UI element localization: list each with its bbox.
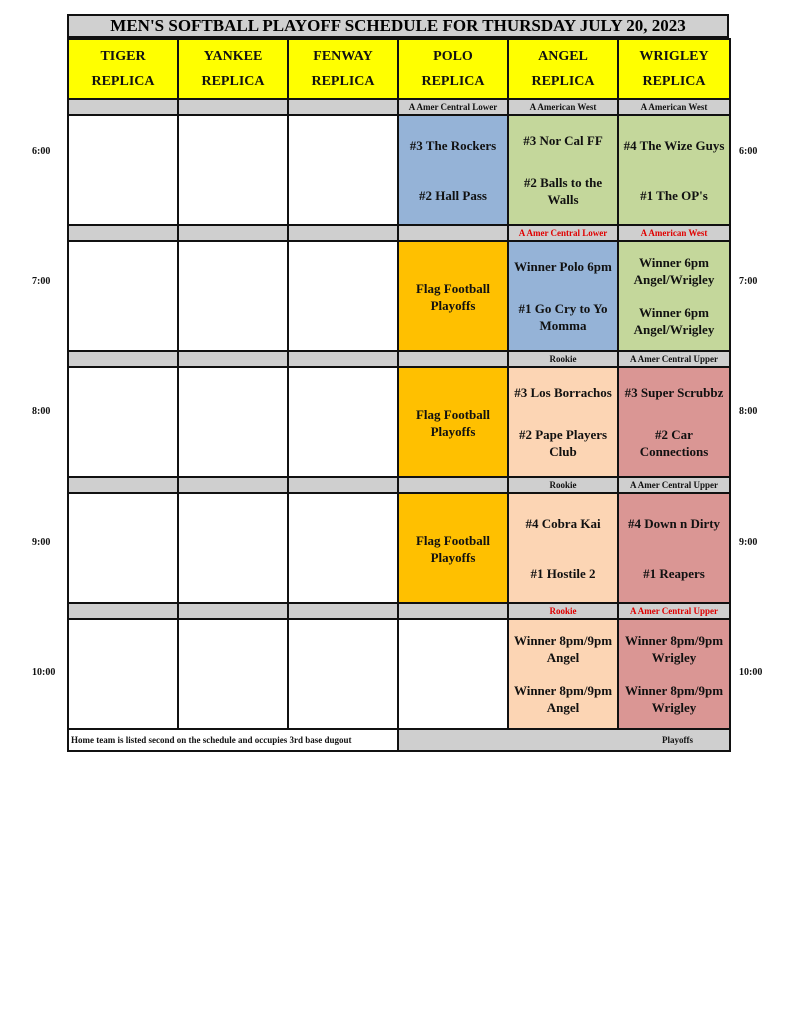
division-label: [178, 351, 288, 367]
team-label: #3 Super Scrubbz: [624, 385, 724, 401]
empty-cell: [68, 241, 178, 351]
division-label: A Amer Central Upper: [618, 351, 730, 367]
time-slot-row: [68, 241, 730, 351]
schedule-sheet: [67, 14, 729, 752]
division-label: [178, 225, 288, 241]
empty-cell: [68, 367, 178, 477]
field-header-polo: POLO REPLICA: [398, 39, 508, 99]
time-label: 6:00: [32, 146, 51, 157]
division-label: [288, 477, 398, 493]
division-label: [68, 603, 178, 619]
game-cell: [618, 115, 730, 225]
page-title: MEN'S SOFTBALL PLAYOFF SCHEDULE FOR THURSDAY JULY 20, 2023: [67, 14, 729, 38]
division-label: [68, 99, 178, 115]
time-label: 7:00: [32, 276, 51, 287]
team-label: #2 Hall Pass: [419, 187, 487, 203]
time-label: 9:00: [739, 537, 758, 548]
empty-cell: [178, 241, 288, 351]
game-cell: [508, 367, 618, 477]
division-label: [288, 99, 398, 115]
division-label-row: [68, 99, 730, 115]
time-label: 9:00: [32, 537, 51, 548]
division-label: Rookie: [508, 351, 618, 367]
division-label: Rookie: [508, 603, 618, 619]
field-header-angel: ANGEL REPLICA: [508, 39, 618, 99]
team-label: #1 Hostile 2: [530, 565, 596, 581]
field-header-row: [68, 39, 730, 99]
game-cell: [618, 493, 730, 603]
empty-cell: [178, 619, 288, 729]
empty-cell: [68, 619, 178, 729]
playoffs-label: Playoffs: [662, 735, 693, 745]
empty-cell: [178, 367, 288, 477]
team-label: #2 Balls to the Walls: [523, 174, 603, 207]
time-label: 10:00: [739, 667, 763, 678]
division-label: [178, 477, 288, 493]
time-slot-row: [68, 493, 730, 603]
division-label: [398, 603, 508, 619]
division-label: A American West: [508, 99, 618, 115]
empty-cell: [68, 115, 178, 225]
time-label: 10:00: [32, 667, 56, 678]
division-label: A American West: [618, 99, 730, 115]
team-label: #3 Nor Cal FF: [523, 133, 603, 149]
time-label: 8:00: [739, 406, 758, 417]
team-label: Winner Polo 6pm: [514, 259, 612, 275]
footer-tag: [398, 729, 730, 751]
field-header-tiger: TIGER REPLICA: [68, 39, 178, 99]
division-label: [178, 603, 288, 619]
time-label: 8:00: [32, 406, 51, 417]
team-label: Winner 6pm Angel/Wrigley: [633, 305, 715, 337]
team-label: #2 Pape Players Club: [518, 426, 608, 459]
team-label: Winner 8pm/9pm Angel: [513, 683, 613, 715]
team-label: Winner 8pm/9pm Wrigley: [624, 683, 724, 715]
division-label: [398, 225, 508, 241]
event-label: Flag Football Playoffs: [415, 407, 491, 439]
team-label: #1 Go Cry to Yo Momma: [518, 300, 608, 333]
time-label: 7:00: [739, 276, 758, 287]
team-label: #3 Los Borrachos: [514, 385, 612, 401]
field-header-fenway: FENWAY REPLICA: [288, 39, 398, 99]
team-label: Winner 8pm/9pm Angel: [513, 633, 613, 665]
game-cell: [508, 115, 618, 225]
footer-row: [68, 729, 730, 751]
game-cell: [618, 367, 730, 477]
time-slot-row: [68, 115, 730, 225]
division-label: [178, 99, 288, 115]
empty-cell: [288, 619, 398, 729]
empty-cell: [288, 367, 398, 477]
division-label: A Amer Central Upper: [618, 477, 730, 493]
team-label: #1 The OP's: [640, 187, 708, 203]
game-cell: [618, 619, 730, 729]
empty-cell: [398, 619, 508, 729]
division-label-row: [68, 477, 730, 493]
division-label-row: [68, 225, 730, 241]
team-label: #2 Car Connections: [639, 426, 709, 459]
event-label: Flag Football Playoffs: [415, 281, 491, 313]
division-label-row: [68, 351, 730, 367]
division-label: [68, 225, 178, 241]
time-slot-row: [68, 367, 730, 477]
game-cell: [398, 115, 508, 225]
empty-cell: [68, 493, 178, 603]
field-header-yankee: YANKEE REPLICA: [178, 39, 288, 99]
empty-cell: [288, 241, 398, 351]
schedule-table: [67, 38, 731, 752]
division-label: [288, 603, 398, 619]
team-label: Winner 6pm Angel/Wrigley: [633, 255, 715, 287]
team-label: #4 Down n Dirty: [627, 515, 721, 531]
division-label: [68, 351, 178, 367]
flag-football-cell: [398, 367, 508, 477]
empty-cell: [288, 115, 398, 225]
team-label: Winner 8pm/9pm Wrigley: [624, 633, 724, 665]
time-label: 6:00: [739, 146, 758, 157]
division-label: A Amer Central Upper: [618, 603, 730, 619]
division-label: A Amer Central Lower: [508, 225, 618, 241]
game-cell: [508, 493, 618, 603]
division-label: [398, 477, 508, 493]
game-cell: [618, 241, 730, 351]
division-label: [68, 477, 178, 493]
division-label: [288, 351, 398, 367]
event-label: Flag Football Playoffs: [415, 533, 491, 565]
game-cell: [508, 241, 618, 351]
division-label: A Amer Central Lower: [398, 99, 508, 115]
division-label-row: [68, 603, 730, 619]
empty-cell: [288, 493, 398, 603]
game-cell: [508, 619, 618, 729]
empty-cell: [178, 493, 288, 603]
division-label: A American West: [618, 225, 730, 241]
team-label: #4 Cobra Kai: [525, 515, 601, 531]
footer-note: Home team is listed second on the schedule and occupies 3rd base dugout: [68, 729, 398, 751]
field-header-wrigley: WRIGLEY REPLICA: [618, 39, 730, 99]
division-label: [288, 225, 398, 241]
division-label: [398, 351, 508, 367]
empty-cell: [178, 115, 288, 225]
team-label: #4 The Wize Guys: [623, 137, 725, 153]
time-slot-row: [68, 619, 730, 729]
flag-football-cell: [398, 493, 508, 603]
division-label: Rookie: [508, 477, 618, 493]
flag-football-cell: [398, 241, 508, 351]
team-label: #3 The Rockers: [409, 137, 497, 153]
team-label: #1 Reapers: [643, 565, 705, 581]
